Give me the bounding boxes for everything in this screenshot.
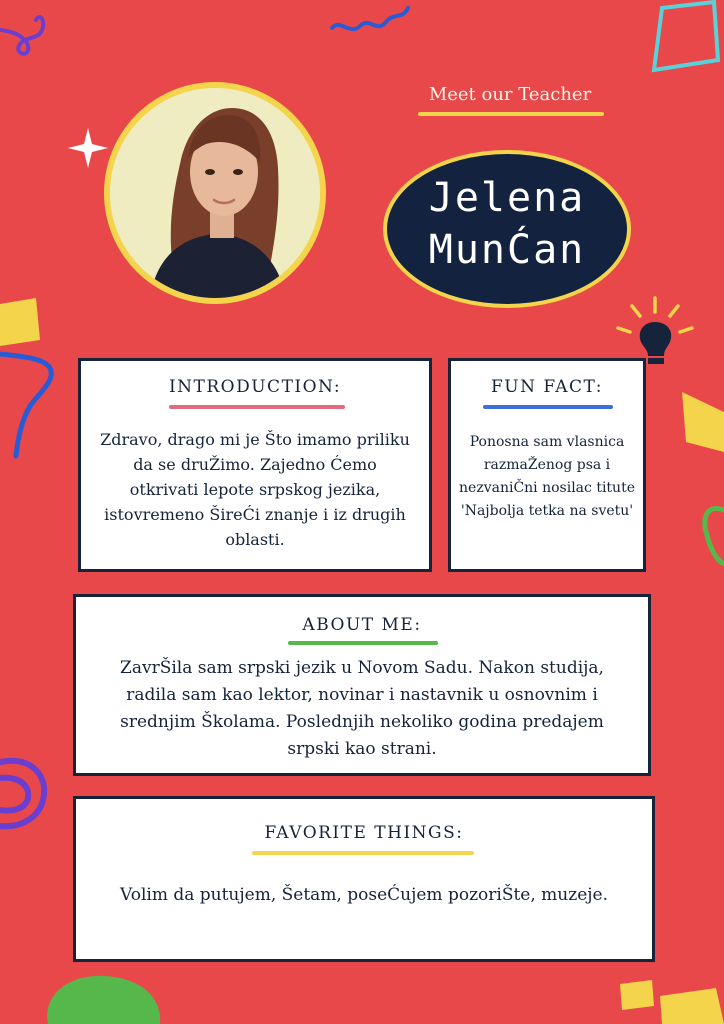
about-me-card bbox=[73, 594, 651, 776]
fun-fact-text: Ponosna sam vlasnica razmaŽenog psa i nezvaniČni nosilac titute 'Najbolja tetka na svetu' bbox=[459, 434, 635, 519]
favorite-things-text: Volim da putujem, Šetam, poseĆujem pozoriŠte, muzeje. bbox=[120, 885, 608, 905]
green-blob-icon bbox=[28, 966, 178, 1024]
purple-squiggle-icon bbox=[0, 0, 70, 60]
introduction-underline bbox=[169, 405, 345, 409]
about-me-text: ZavrŠila sam srpski jezik u Novom Sadu. Nakon studija, radila sam kao lektor, novinar i nastavnik u osnovnim i srednjim Školama. Poslednjih nekoliko godina predajem srpski kao strani. bbox=[120, 658, 604, 759]
meet-our-teacher-label: Meet our Teacher bbox=[428, 84, 592, 105]
teacher-portrait-icon bbox=[110, 88, 320, 298]
teacher-name bbox=[383, 172, 631, 276]
introduction-title: INTRODUCTION: bbox=[168, 377, 342, 397]
purple-spiral-icon bbox=[0, 748, 60, 838]
yellow-blocks-icon bbox=[612, 966, 724, 1024]
fun-fact-title: FUN FACT: bbox=[491, 377, 603, 397]
blue-squiggle-icon bbox=[330, 0, 410, 44]
right-shapes-icon bbox=[672, 392, 724, 592]
about-me-title: ABOUT ME: bbox=[302, 615, 422, 635]
teacher-first-name: Jelena bbox=[428, 175, 586, 221]
teacher-photo bbox=[110, 88, 320, 298]
favorite-things-title: FAVORITE THINGS: bbox=[264, 823, 464, 843]
favorite-things-underline bbox=[252, 851, 474, 855]
introduction-text: Zdravo, drago mi je Što imamo priliku da se druŽimo. Zajedno Ćemo otkrivati lepote srpskog jezika, istovremeno ŠireĆi znanje i iz drugih oblasti. bbox=[100, 430, 410, 549]
teacher-photo-frame bbox=[104, 82, 326, 304]
left-shapes-icon bbox=[0, 296, 60, 476]
teacher-last-name: MunĆan bbox=[428, 227, 586, 273]
introduction-card bbox=[78, 358, 432, 572]
favorite-things-card bbox=[73, 796, 655, 962]
meet-underline bbox=[418, 112, 604, 116]
fun-fact-underline bbox=[483, 405, 613, 409]
teal-square-icon bbox=[644, 0, 724, 80]
fun-fact-card bbox=[448, 358, 646, 572]
about-me-underline bbox=[288, 641, 438, 645]
